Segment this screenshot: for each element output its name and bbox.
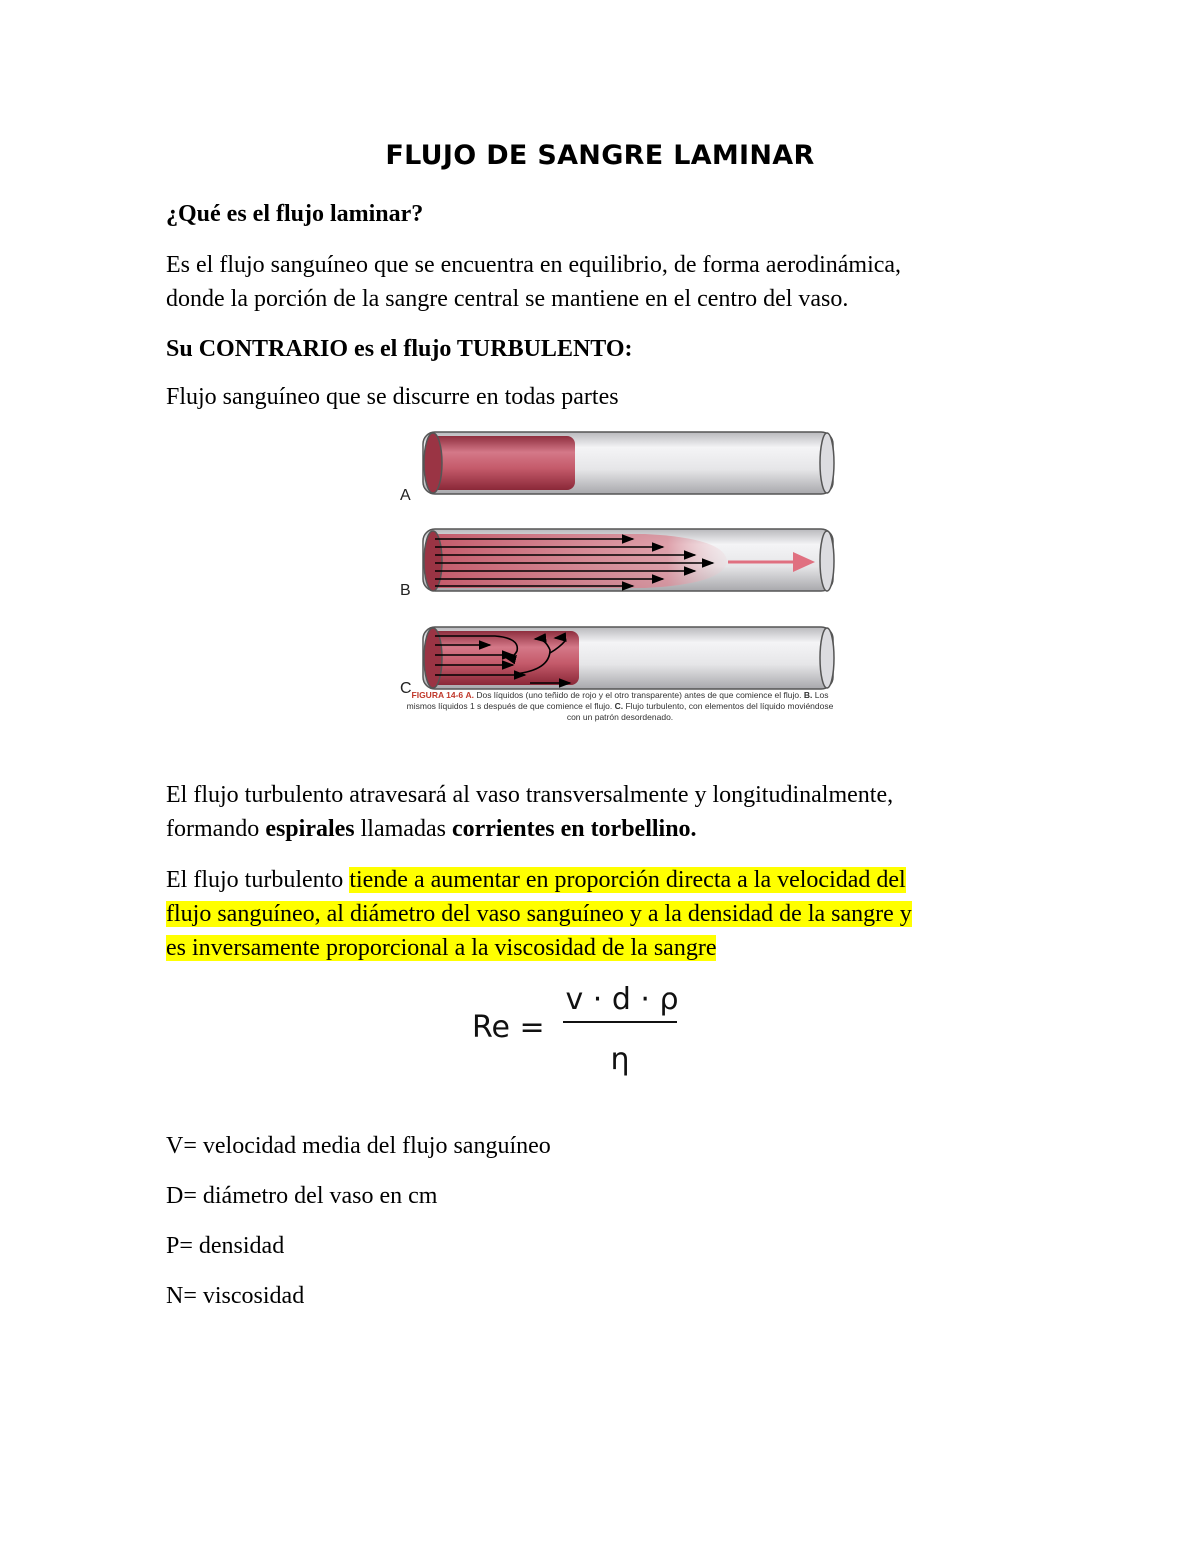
highlight-para-line-2 — [166, 897, 1046, 931]
caption-b-text: Los mismos líquidos 1 s después de que comience el flujo. — [406, 690, 829, 711]
formula-denominator: η — [610, 1042, 630, 1077]
caption-a-label: A. — [465, 690, 475, 700]
formula-lhs: Re = — [472, 1010, 545, 1045]
definition-line-1: Es el flujo sanguíneo que se encuentra en equilibrio, de forma aerodinámica, — [166, 252, 902, 278]
variable-symbol: V= — [166, 1133, 197, 1159]
definition-line-2: donde la porción de la sangre central se mantiene en el centro del vaso. — [166, 286, 849, 312]
highlight-para-line-3 — [166, 931, 1046, 965]
variable-symbol: N= — [166, 1283, 197, 1309]
figure-label-a: A — [400, 487, 411, 504]
reynolds-formula — [470, 975, 690, 1085]
torbellino-bold: corrientes en torbellino. — [451, 816, 697, 842]
tube-b — [423, 529, 834, 591]
figure-label-b: B — [400, 582, 411, 599]
variable-symbol: D= — [166, 1183, 197, 1209]
highlight-span-2: flujo sanguíneo, al diámetro del vaso sanguíneo y a la densidad de la sangre y — [166, 901, 912, 927]
variable-p — [166, 1229, 1046, 1263]
turbulent-para-line-1: El flujo turbulento atravesará al vaso transversalmente y longitudinalmente, — [166, 782, 894, 808]
caption-b-label: B. — [803, 690, 813, 700]
highlight-span-3: es inversamente proporcional a la viscosidad de la sangre — [166, 935, 717, 961]
variable-d — [166, 1179, 1046, 1213]
caption-c-label: C. — [614, 701, 624, 711]
espirales-bold: espirales — [265, 816, 355, 842]
question-heading: ¿Qué es el flujo laminar? — [166, 201, 424, 227]
formula-numerator: v · d · ρ — [565, 982, 679, 1017]
variable-meaning: velocidad media del flujo sanguíneo — [196, 1133, 551, 1159]
variable-v — [166, 1129, 1046, 1163]
flow-figure — [395, 425, 845, 735]
tube-c — [423, 627, 834, 689]
turbulent-para-text-mid: llamadas — [354, 816, 452, 842]
figure-caption — [400, 690, 840, 723]
figure-label-c: C — [400, 680, 412, 697]
variable-symbol: P= — [166, 1233, 193, 1259]
caption-c-text: Flujo turbulento, con elementos del líquido moviéndose con un patrón desordenado. — [566, 701, 834, 722]
turbulent-para-line-2 — [166, 812, 1046, 846]
tube-a — [423, 432, 834, 494]
highlight-para-line-1 — [166, 863, 1046, 897]
page-title: FLUJO DE SANGRE LAMINAR — [385, 140, 815, 171]
variable-meaning: densidad — [192, 1233, 285, 1259]
caption-a-text: Dos líquidos (uno teñido de rojo y el otro transparente) antes de que comience el flujo. — [476, 690, 802, 700]
variable-meaning: diámetro del vaso en cm — [196, 1183, 438, 1209]
caption-figure-label: FIGURA 14-6 — [411, 690, 464, 700]
highlight-para-pre: El flujo turbulento — [166, 867, 350, 893]
variable-meaning: viscosidad — [196, 1283, 305, 1309]
highlight-span-1: tiende a aumentar en proporción directa a la velocidad del — [349, 867, 906, 893]
turbulent-para-text: formando — [166, 816, 266, 842]
variable-n — [166, 1279, 1046, 1313]
turbulent-definition: Flujo sanguíneo que se discurre en todas partes — [166, 384, 619, 410]
contrary-heading: Su CONTRARIO es el flujo TURBULENTO: — [166, 336, 633, 362]
